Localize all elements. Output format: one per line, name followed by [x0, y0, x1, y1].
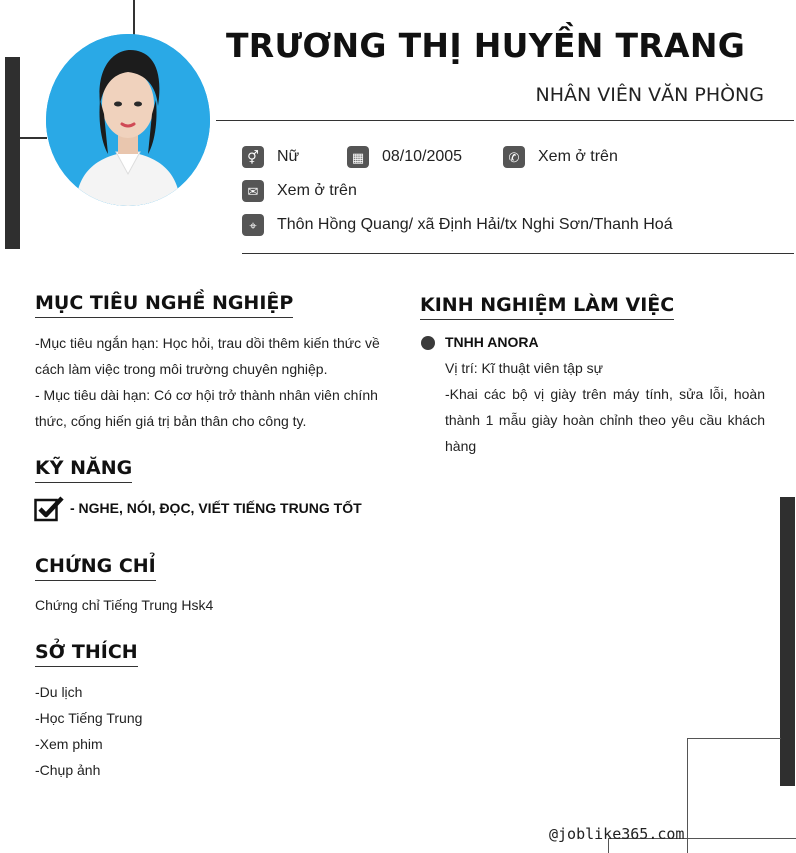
certificates-title: CHỨNG CHỈ: [35, 555, 156, 581]
location-pin-icon: ⌖: [242, 214, 264, 236]
objective-text: [35, 330, 385, 434]
contact-phone[interactable]: [503, 146, 618, 168]
hobbies-list: [35, 679, 142, 783]
top-vertical-line: [133, 0, 135, 36]
gender-value: Nữ: [277, 148, 300, 165]
avatar: [46, 34, 210, 206]
corner-frame-top: [687, 738, 781, 739]
job-title: NHÂN VIÊN VĂN PHÒNG: [535, 84, 764, 106]
corner-frame-left: [687, 738, 688, 853]
avatar-connector-line: [20, 137, 47, 139]
certificate-item: Chứng chỉ Tiếng Trung Hsk4: [35, 597, 214, 613]
right-accent-bar: [780, 497, 795, 786]
candidate-name: TRƯƠNG THỊ HUYỀN TRANG: [226, 26, 746, 65]
skills-title: KỸ NĂNG: [35, 457, 132, 483]
hobby-item: -Du lịch: [35, 684, 83, 700]
hobbies-title: SỞ THÍCH: [35, 641, 138, 667]
experience-title: KINH NGHIỆM LÀM VIỆC: [420, 294, 674, 320]
phone-icon: ✆: [503, 146, 525, 168]
watermark: @joblike365.com: [549, 825, 685, 843]
birthday-value: 08/10/2005: [382, 148, 463, 165]
contact-email[interactable]: [242, 180, 357, 202]
contact-gender: [242, 146, 299, 168]
skill-item: - NGHE, NÓI, ĐỌC, VIẾT TIẾNG TRUNG TỐT: [70, 500, 362, 516]
objective-line: thức, cống hiến giá trị bản thân cho công ty.: [35, 413, 307, 429]
envelope-icon: ✉: [242, 180, 264, 202]
checkbox-checked-icon: [34, 496, 64, 522]
gender-icon: ⚥: [242, 146, 264, 168]
objective-line: - Mục tiêu dài hạn: Có cơ hội trở thành nhân viên chính: [35, 387, 378, 403]
phone-value: Xem ở trên: [538, 148, 618, 165]
objective-line: cách làm việc trong môi trường chuyên nghiệp.: [35, 361, 328, 377]
contact-birthday: [347, 146, 462, 168]
contact-address: [242, 214, 673, 236]
contact-divider: [242, 253, 794, 254]
objective-title: MỤC TIÊU NGHỀ NGHIỆP: [35, 292, 293, 318]
company-name: TNHH ANORA: [445, 334, 539, 350]
hobby-item: -Chụp ảnh: [35, 762, 101, 778]
profile-photo: [46, 34, 210, 206]
left-accent-bar: [5, 57, 20, 249]
email-value: Xem ở trên: [277, 182, 357, 199]
experience-description: -Khai các bộ vị giày trên máy tính, sửa lỗi, hoàn thành 1 mẫu giày hoàn chỉnh theo yêu cầu khách hàng: [445, 386, 765, 454]
hobby-item: -Học Tiếng Trung: [35, 710, 143, 726]
objective-line: -Mục tiêu ngắn hạn: Học hỏi, trau dồi thêm kiến thức về: [35, 335, 380, 351]
calendar-icon: ▦: [347, 146, 369, 168]
experience-bullet: [421, 336, 435, 350]
header-divider: [216, 120, 794, 121]
address-value: Thôn Hồng Quang/ xã Định Hải/tx Nghi Sơn/Thanh Hoá: [277, 216, 673, 233]
hobby-item: -Xem phim: [35, 736, 103, 752]
experience-position: Vị trí: Kĩ thuật viên tập sự: [445, 360, 603, 376]
